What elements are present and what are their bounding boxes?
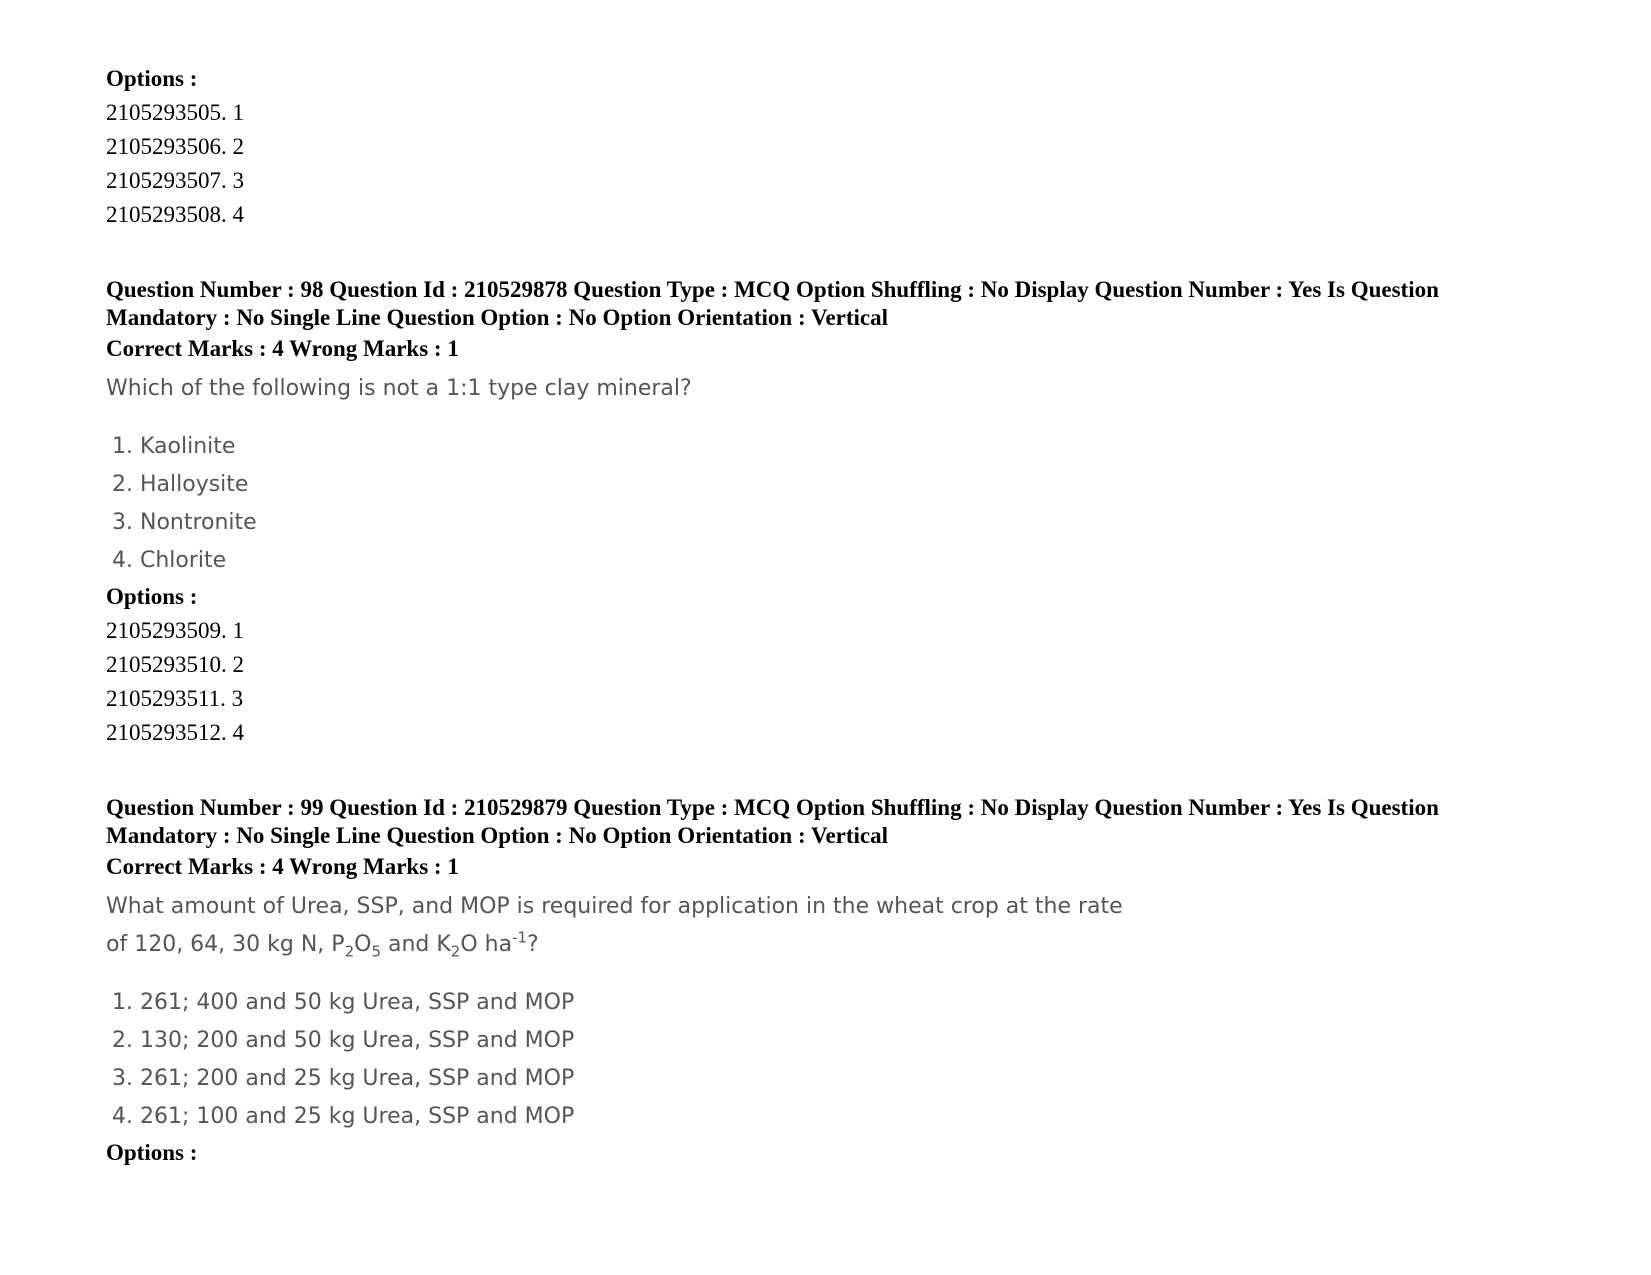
option-row: 2105293510. 2 (106, 652, 244, 677)
option-row: 2105293507. 3 (106, 168, 244, 193)
stem-subscript: 5 (371, 942, 381, 961)
option-row: 2105293505. 1 (106, 100, 244, 125)
option-row: 2105293506. 2 (106, 134, 244, 159)
question-choices (106, 984, 1586, 1136)
stem-subscript: 2 (344, 942, 355, 961)
question-meta-line: Mandatory : No Single Line Question Option : No Option Orientation : Vertical (106, 823, 889, 848)
option-row: 2105293512. 4 (106, 720, 244, 745)
stem-text: O (354, 932, 372, 957)
question-meta-line: Question Number : 99 Question Id : 210529879 Question Type : MCQ Option Shuffling : No Display Question Number : Yes Is Question (106, 795, 1439, 820)
question-marks: Correct Marks : 4 Wrong Marks : 1 (106, 854, 459, 879)
question-98-block (106, 276, 1586, 750)
stem-text: ? (527, 932, 539, 957)
stem-superscript: -1 (512, 928, 528, 947)
question-stem: Which of the following is not a 1:1 type clay mineral? (106, 376, 692, 401)
choice-item: 1. Kaolinite (112, 434, 236, 459)
question-choices (106, 428, 1586, 580)
stem-subscript: 2 (450, 942, 461, 961)
choice-item: 2. 130; 200 and 50 kg Urea, SSP and MOP (112, 1028, 575, 1053)
choice-item: 3. 261; 200 and 25 kg Urea, SSP and MOP (112, 1066, 575, 1091)
question-paper-page (106, 62, 1586, 1170)
options-heading: Options : (106, 66, 198, 91)
stem-text: of 120, 64, 30 kg N, P (106, 932, 345, 957)
question-meta-line: Mandatory : No Single Line Question Option : No Option Orientation : Vertical (106, 305, 889, 330)
question-99-block (106, 794, 1586, 1170)
options-heading: Options : (106, 584, 198, 609)
choice-item: 4. Chlorite (112, 548, 227, 573)
option-row: 2105293508. 4 (106, 202, 244, 227)
option-row: 2105293509. 1 (106, 618, 244, 643)
choice-item: 4. 261; 100 and 25 kg Urea, SSP and MOP (112, 1104, 575, 1129)
question-stem (106, 888, 1586, 964)
option-row: 2105293511. 3 (106, 686, 244, 711)
stem-text: and K (380, 932, 451, 957)
choice-item: 3. Nontronite (112, 510, 257, 535)
previous-question-options (106, 62, 1586, 232)
choice-item: 1. 261; 400 and 50 kg Urea, SSP and MOP (112, 990, 575, 1015)
stem-text: O ha (460, 932, 513, 957)
stem-line-1: What amount of Urea, SSP, and MOP is required for application in the wheat crop at the rate (106, 894, 1123, 919)
question-meta-line: Question Number : 98 Question Id : 210529878 Question Type : MCQ Option Shuffling : No Display Question Number : Yes Is Question (106, 277, 1439, 302)
options-heading: Options : (106, 1140, 198, 1165)
choice-item: 2. Halloysite (112, 472, 249, 497)
question-marks: Correct Marks : 4 Wrong Marks : 1 (106, 336, 459, 361)
